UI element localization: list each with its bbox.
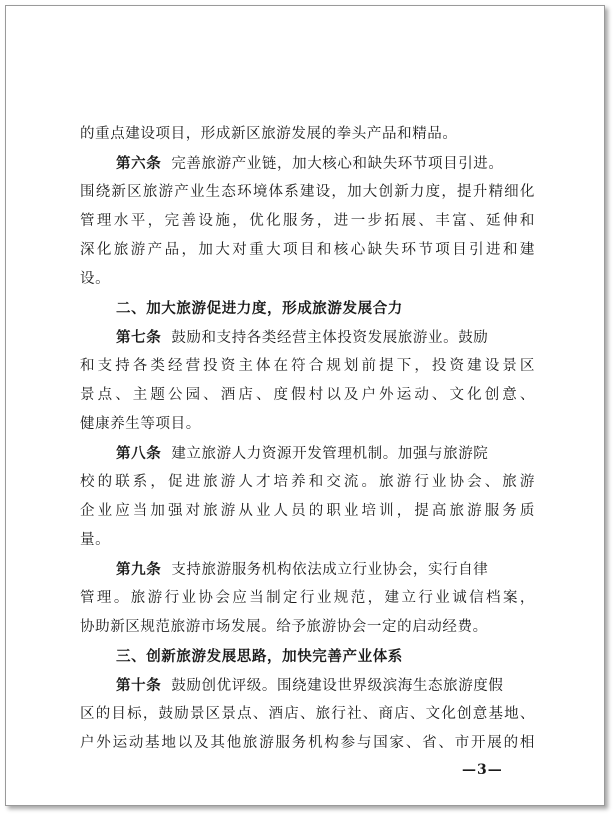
article-label: 第六条 <box>116 155 162 172</box>
article-label: 第七条 <box>116 329 162 346</box>
body-line: 管理水平，完善设施，优化服务，进一步拓展、丰富、延伸和 <box>80 213 535 229</box>
section-heading <box>80 642 535 671</box>
body-line: 户外运动基地以及其他旅游服务机构参与国家、省、市开展的相 <box>80 735 535 751</box>
body-line: 校的联系，促进旅游人才培养和交流。旅游行业协会、旅游 <box>80 474 535 490</box>
article-first-line <box>80 671 535 700</box>
body-line: 深化旅游产品，加大对重大项目和核心缺失环节项目引进和建 <box>80 242 535 258</box>
body-line: 的重点建设项目，形成新区旅游发展的拳头产品和精品。 <box>80 126 458 142</box>
body-line: 和支持各类经营投资主体在符合规划前提下，投资建设景区 <box>80 358 535 374</box>
article-text: 鼓励创优评级。围绕建设世界级滨海生态旅游度假 <box>171 678 504 694</box>
article-text: 支持旅游服务机构依法成立行业协会，实行自律 <box>171 562 489 578</box>
body-line: 围绕新区旅游产业生态环境体系建设，加大创新力度，提升精细化 <box>80 184 535 200</box>
body-line: 设。 <box>80 271 111 287</box>
article-text: 完善旅游产业链，加大核心和缺失环节项目引进。 <box>171 156 504 172</box>
article-label: 第八条 <box>116 445 162 462</box>
body-line: 量。 <box>80 532 111 548</box>
article-first-line <box>80 439 535 468</box>
article-label: 第九条 <box>116 561 162 578</box>
section-heading-text: 二、加大旅游促进力度，形成旅游发展合力 <box>116 300 403 317</box>
body-line: 管理。旅游行业协会应当制定行业规范，建立行业诚信档案， <box>80 590 535 606</box>
page-number: —3— <box>462 762 503 778</box>
article-text: 鼓励和支持各类经营主体投资发展旅游业。鼓励 <box>171 330 489 346</box>
article-label: 第十条 <box>116 677 162 694</box>
body-line: 区的目标，鼓励景区景点、酒店、旅行社、商店、文化创意基地、 <box>80 706 535 722</box>
body-line: 健康养生等项目。 <box>80 416 201 432</box>
body-line: 协助新区规范旅游市场发展。给予旅游协会一定的启动经费。 <box>80 619 488 635</box>
article-first-line <box>80 555 535 584</box>
body-line: 景点、主题公园、酒店、度假村以及户外运动、文化创意、 <box>80 387 535 403</box>
section-heading-text: 三、创新旅游发展思路，加快完善产业体系 <box>116 648 403 665</box>
body-line: 企业应当加强对旅游从业人员的职业培训，提高旅游服务质 <box>80 503 535 519</box>
section-heading <box>80 294 535 323</box>
article-text: 建立旅游人力资源开发管理机制。加强与旅游院 <box>171 446 489 462</box>
article-first-line <box>80 149 535 178</box>
document-body <box>80 120 535 758</box>
article-first-line <box>80 323 535 352</box>
